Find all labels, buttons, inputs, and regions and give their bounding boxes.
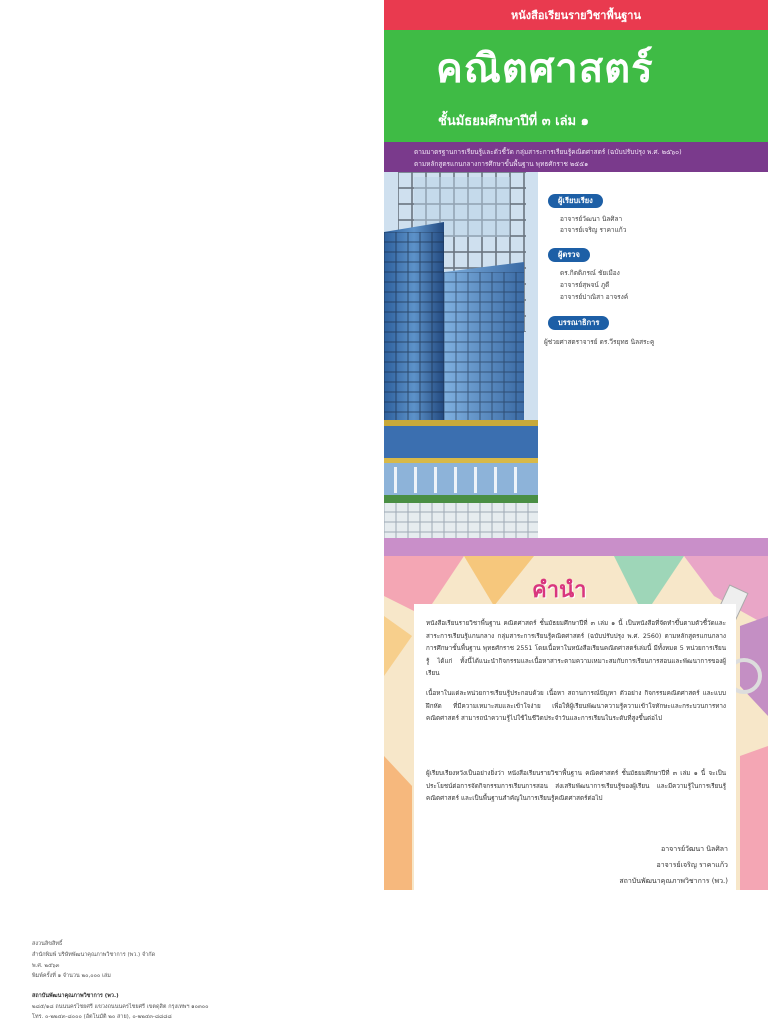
building-illustration bbox=[384, 172, 538, 538]
reviewer-name: ดร.กิตติภรณ์ ชัยเมือง bbox=[560, 269, 620, 277]
imprint-publisher bbox=[32, 992, 119, 1000]
preface-top-band bbox=[384, 538, 768, 556]
editor-name: ผู้ช่วยศาสตราจารย์ ดร.วีรยุทธ นิลสระคู bbox=[544, 338, 655, 346]
signature-institution: สถาบันพัฒนาคุณภาพวิชาการ (พว.) bbox=[619, 877, 728, 885]
publisher-name: สถาบันพัฒนาคุณภาพวิชาการ (พว.) bbox=[32, 993, 119, 999]
standard-line-2: ตามหลักสูตรแกนกลางการศึกษาขั้นพื้นฐาน พุทธศักราช ๒๕๕๑ bbox=[414, 160, 589, 168]
preface-page bbox=[384, 538, 768, 890]
authors-tag: ผู้เรียบเรียง bbox=[548, 194, 603, 208]
curriculum-standard-band bbox=[384, 142, 768, 172]
series-label: หนังสือเรียนรายวิชาพื้นฐาน bbox=[384, 0, 768, 30]
book-cover bbox=[384, 0, 768, 538]
reviewer-name: อาจารย์ปาณิสา อาจรงค์ bbox=[560, 293, 629, 301]
imprint-line: พ.ศ. ๒๕๖๓ bbox=[32, 963, 60, 969]
preface-paragraph: ผู้เรียบเรียงหวังเป็นอย่างยิ่งว่า หนังสือเรียนรายวิชาพื้นฐาน คณิตศาสตร์ ชั้นมัธยมศึกษาปีที่ ๓ เล่ม ๑ นี้ จะเป็นประโยชน์ต่อการจัดกิจกรรมการเรียนการสอน ส่งเสริมพัฒนาการเรียนรู้ของผู้เรียน และมีความรู้ในการเรียนรู้คณิตศาสตร์ และเป็นพื้นฐานสำคัญในการเรียนรู้คณิตศาสตร์ต่อไป bbox=[426, 770, 726, 802]
imprint-line: พิมพ์ครั้งที่ ๑ จำนวน ๒๐,๐๐๐ เล่ม bbox=[32, 973, 111, 979]
reviewer-name: อาจารย์สุพจน์ ภูดี bbox=[560, 281, 610, 289]
author-name: อาจารย์เจริญ ราคาแก้ว bbox=[560, 226, 627, 234]
signature-line: อาจารย์วัฒนา นิลศิลา bbox=[661, 845, 728, 853]
book-subtitle: ชั้นมัธยมศึกษาปีที่ ๓ เล่ม ๑ bbox=[438, 114, 589, 129]
book-title: คณิตศาสตร์ bbox=[436, 45, 654, 92]
signature-line: อาจารย์เจริญ ราคาแก้ว bbox=[656, 861, 728, 869]
reviewers-tag: ผู้ตรวจ bbox=[548, 248, 590, 262]
imprint-line: สำนักพิมพ์ บริษัทพัฒนาคุณภาพวิชาการ (พว.) จำกัด bbox=[32, 952, 156, 958]
author-name: อาจารย์วัฒนา นิลศิลา bbox=[560, 215, 623, 223]
preface-heading: คำนำ bbox=[532, 577, 587, 603]
preface-paragraph: หนังสือเรียนรายวิชาพื้นฐาน คณิตศาสตร์ ชั้นมัธยมศึกษาปีที่ ๓ เล่ม ๑ นี้ เป็นหนังสือที่จัดทำขึ้นตามตัวชี้วัดและสาระการเรียนรู้แกนกลาง กลุ่มสาระการเรียนรู้คณิตศาสตร์ (ฉบับปรับปรุง พ.ศ. 2560) ตามหลักสูตรแกนกลางการศึกษาขั้นพื้นฐาน พุทธศักราช 2551 โดยเนื้อหาในหนังสือเรียนคณิตศาสตร์เล่มนี้ มีทั้งหมด 5 หน่วยการเรียนรู้ ได้แก่ ทั้งนี้ได้แนะนำกิจกรรมและเนื้อหาสาระตามความเหมาะสมกับการเรียนการสอนและพัฒนาการของผู้เรียน bbox=[426, 620, 726, 677]
publisher-address: ๒๘๕/๑๘ ถนนนครไชยศรี แขวงถนนนครไชยศรี เขตดุสิต กรุงเทพฯ ๑๐๓๐๐ bbox=[32, 1004, 209, 1010]
preface-paragraph: เนื้อหาในแต่ละหน่วยการเรียนรู้ประกอบด้วย เนื้อหา สถานการณ์ปัญหา ตัวอย่าง กิจกรรมคณิตศาสตร์ และแบบฝึกหัด ที่มีความเหมาะสมและเข้าใจง่าย เพื่อให้ผู้เรียนพัฒนาความรู้ความเข้าใจทักษะและกระบวนการทางคณิตศาสตร์ สามารถนำความรู้ไปใช้ในชีวิตประจำวันและการเรียนในระดับที่สูงขึ้นต่อไป bbox=[426, 690, 726, 722]
standard-line-1: ตามมาตรฐานการเรียนรู้และตัวชี้วัด กลุ่มสาระการเรียนรู้คณิตศาสตร์ (ฉบับปรับปรุง พ.ศ. ๒๕๖๐) bbox=[414, 148, 682, 156]
imprint-line: สงวนลิขสิทธิ์ bbox=[32, 941, 63, 947]
editor-tag: บรรณาธิการ bbox=[548, 316, 609, 330]
publisher-phone: โทร. ๐-๒๒๔๓-๘๐๐๐ (อัตโนมัติ ๒๐ สาย), ๐-๒๒๔๓-๘๘๘๘ bbox=[32, 1014, 172, 1020]
building-drawing bbox=[384, 172, 538, 538]
